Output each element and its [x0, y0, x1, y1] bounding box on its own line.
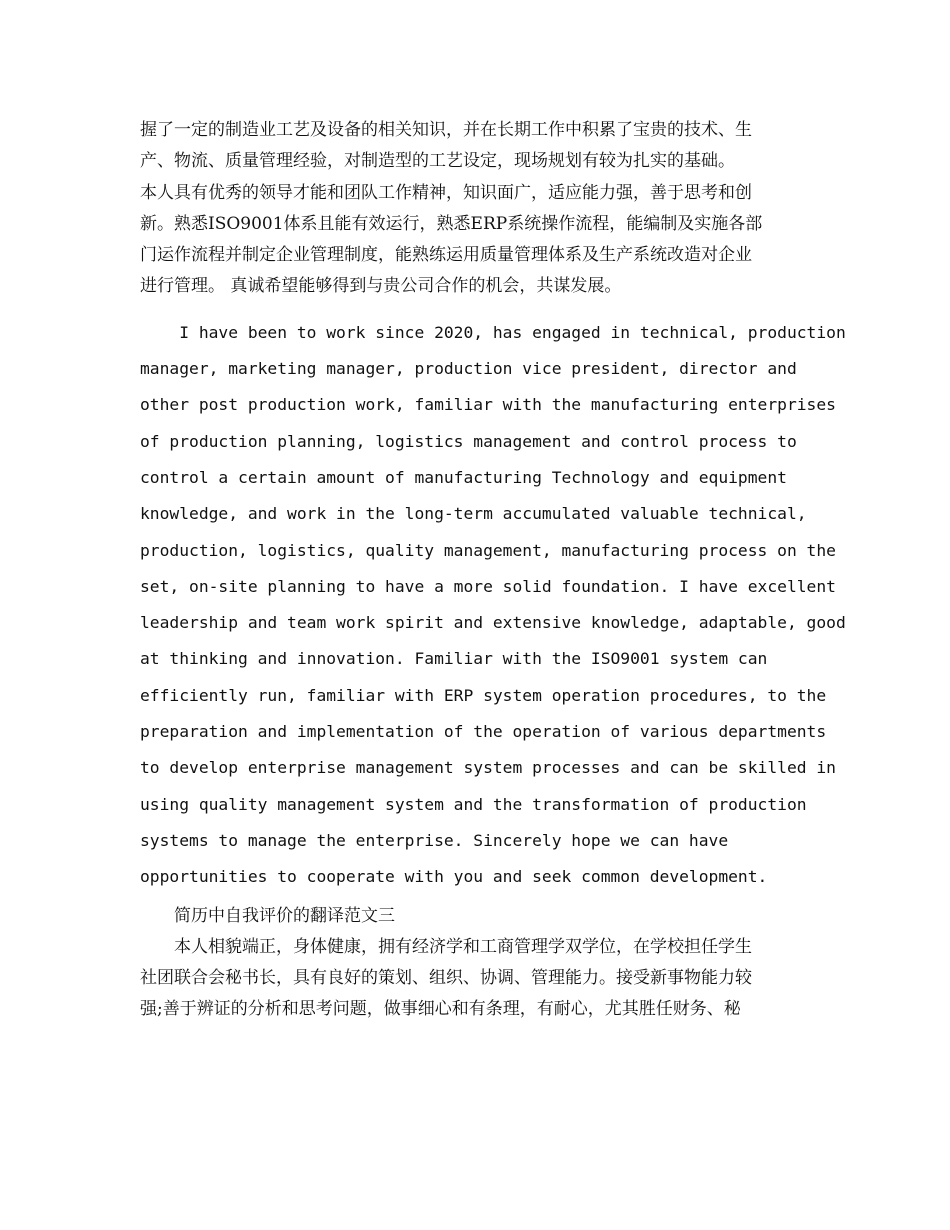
text-line: control a certain amount of manufacturing Technology and equipment — [140, 467, 787, 487]
text-line: set, on-site planning to have a more solid foundation. I have excellent — [140, 576, 836, 596]
text-line: 社团联合会秘书长，具有良好的策划、组织、协调、管理能力。接受新事物能力较 — [140, 968, 752, 989]
text-line: 本人相貌端正，身体健康，拥有经济学和工商管理学双学位，在学校担任学生 — [174, 936, 752, 957]
chinese-final-paragraph — [140, 932, 815, 1026]
text-line: leadership and team work spirit and extensive knowledge, adaptable, good — [140, 613, 846, 633]
text-line: of production planning, logistics management and control process to — [140, 431, 797, 451]
text-line: knowledge, and work in the long-term accumulated valuable technical, — [140, 504, 807, 524]
section-heading: 简历中自我评价的翻译范文三 — [174, 905, 395, 926]
text-line: 进行管理。 真诚希望能够得到与贵公司合作的机会，共谋发展。 — [140, 276, 622, 297]
text-line: 本人具有优秀的领导才能和团队工作精神，知识面广，适应能力强，善于思考和创 — [140, 182, 752, 203]
text-line: systems to manage the enterprise. Sincerely hope we can have — [140, 830, 729, 850]
text-line: efficiently run, familiar with ERP system operation procedures, to the — [140, 685, 827, 705]
text-line: to develop enterprise management system processes and can be skilled in — [140, 758, 836, 778]
text-line: I have been to work since 2020, has engaged in technical, production — [140, 322, 846, 342]
text-line: 新。熟悉ISO9001体系且能有效运行，熟悉ERP系统操作流程，能编制及实施各部 — [140, 213, 763, 234]
text-line: 门运作流程并制定企业管理制度，能熟练运用质量管理体系及生产系统改造对企业 — [140, 245, 752, 266]
text-line: preparation and implementation of the operation of various departments — [140, 722, 827, 742]
text-line: at thinking and innovation. Familiar with the ISO9001 system can — [140, 649, 768, 669]
chinese-intro-paragraph — [140, 115, 815, 303]
text-line: 产、物流、质量管理经验，对制造型的工艺设定，现场规划有较为扎实的基础。 — [140, 151, 735, 172]
text-line: using quality management system and the transformation of production — [140, 794, 807, 814]
text-line: production, logistics, quality management, manufacturing process on the — [140, 540, 836, 560]
text-line: other post production work, familiar with the manufacturing enterprises — [140, 395, 836, 415]
text-line: manager, marketing manager, production vice president, director and — [140, 359, 797, 379]
english-translation-paragraph — [140, 315, 846, 896]
text-line: 强;善于辨证的分析和思考问题，做事细心和有条理，有耐心，尤其胜任财务、秘 — [140, 999, 741, 1020]
text-line: opportunities to cooperate with you and seek common development. — [140, 867, 768, 887]
document-body — [140, 115, 846, 1026]
text-line: 握了一定的制造业工艺及设备的相关知识，并在长期工作中积累了宝贵的技术、生 — [140, 120, 752, 140]
